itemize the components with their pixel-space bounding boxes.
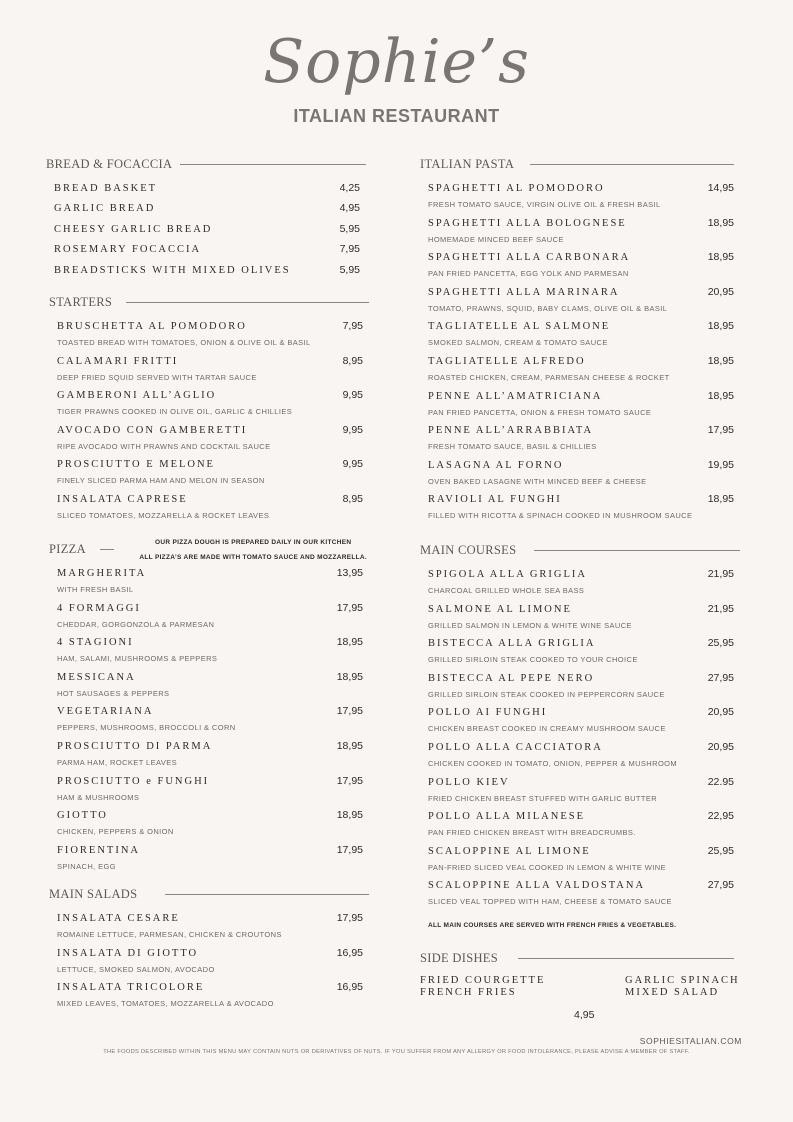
section-title: MAIN SALADS: [49, 886, 138, 901]
section-header: [49, 886, 369, 902]
menu-item-description: GRILLED SALMON IN LEMON & WHITE WINE SAUCE: [428, 620, 632, 630]
menu-item: [57, 809, 369, 844]
section-starters: [49, 294, 369, 528]
menu-item-description: PAN FRIED PANCETTA, ONION & FRESH TOMATO SAUCE: [428, 407, 652, 417]
menu-item-price: 18,95: [707, 389, 734, 402]
menu-item-price: 5,95: [339, 222, 360, 235]
pasta-list: [420, 182, 740, 528]
menu-item-description: GRILLED SIRLOIN STEAK COOKED TO YOUR CHOICE: [428, 655, 638, 665]
menu-item-name: TAGLIATELLE AL SALMONE: [428, 321, 611, 333]
sides-list-left: [420, 975, 545, 999]
side-item: GARLIC SPINACH: [625, 975, 740, 986]
menu-item-description: SLICED VEAL TOPPED WITH HAM, CHEESE & TOMATO SAUCE: [428, 897, 672, 907]
menu-item-name: POLLO ALLA CACCIATORA: [428, 741, 603, 753]
menu-item-price: 17,95: [336, 601, 363, 614]
section-sides: [420, 950, 740, 1021]
menu-item-name: PENNE ALL’AMATRICIANA: [428, 390, 603, 402]
menu-item-name: BISTECCA ALLA GRIGLIA: [428, 638, 596, 650]
menu-item-price: 17,95: [336, 843, 363, 856]
menu-item: [54, 223, 366, 243]
menu-item-price: 5,95: [339, 263, 360, 276]
menu-item-price: 18,95: [707, 216, 734, 229]
menu-item: [428, 320, 740, 355]
menu-item-description: HOT SAUSAGES & PEPPERS: [57, 688, 170, 698]
section-header: [46, 156, 366, 172]
section-bread: [46, 156, 366, 284]
menu-item-name: GAMBERONI ALL’AGLIO: [57, 390, 217, 402]
menu-item: [428, 286, 740, 321]
menu-item: [57, 775, 369, 810]
menu-item-description: ROMAINE LETTUCE, PARMESAN, CHICKEN & CROUTONS: [57, 930, 282, 939]
menu-item-price: 8,95: [342, 354, 363, 367]
section-pasta: [420, 156, 740, 528]
menu-item: [428, 776, 740, 811]
menu-item: [428, 390, 740, 425]
menu-header: [0, 22, 793, 127]
menu-item-description: SPINACH, EGG: [57, 861, 116, 871]
menu-item-description: FRESH TOMATO SAUCE, BASIL & CHILLIES: [428, 442, 597, 452]
menu-item-description: FILLED WITH RICOTTA & SPINACH COOKED IN MUSHROOM SAUCE: [428, 511, 693, 521]
menu-item-name: PROSCIUTTO DI PARMA: [57, 740, 213, 752]
menu-item-price: 18,95: [707, 493, 734, 506]
section-title: MAIN COURSES: [420, 542, 517, 557]
menu-item-name: SPAGHETTI ALLA MARINARA: [428, 286, 620, 298]
menu-item-description: TOMATO, PRAWNS, SQUID, BABY CLAMS, OLIVE OIL & BASIL: [428, 303, 668, 313]
section-divider: [518, 958, 734, 959]
menu-item-price: 27,95: [707, 671, 734, 684]
section-header: [420, 950, 740, 966]
menu-item: [57, 493, 369, 528]
section-salads: [49, 886, 369, 1016]
menu-item-price: 18,95: [707, 320, 734, 333]
menu-item-name: LASAGNA AL FORNO: [428, 459, 564, 471]
menu-item-price: 20,95: [707, 740, 734, 753]
menu-item-price: 9,95: [342, 423, 363, 436]
menu-item: [57, 947, 369, 982]
menu-item: [428, 182, 740, 217]
menu-item-price: 17,95: [336, 912, 363, 924]
menu-item: [57, 320, 369, 355]
starters-list: [49, 320, 369, 528]
menu-item-name: CALAMARI FRITTI: [57, 355, 179, 367]
menu-item-name: BRUSCHETTA AL POMODORO: [57, 321, 247, 332]
menu-item-price: 4,25: [339, 182, 360, 194]
menu-item-name: INSALATA CAPRESE: [57, 493, 188, 505]
menu-item-name: PENNE ALL’ARRABBIATA: [428, 425, 594, 437]
menu-item: [428, 603, 740, 638]
menu-item-description: PARMA HAM, ROCKET LEAVES: [57, 757, 178, 767]
menu-item-price: 18,95: [336, 809, 363, 822]
menu-item-price: 19,95: [707, 458, 734, 471]
menu-item: [57, 636, 369, 671]
website-link[interactable]: SOPHIESITALIAN.COM: [639, 1036, 742, 1046]
section-mains: [420, 542, 740, 929]
menu-item: [54, 243, 366, 263]
menu-item-description: HAM, SALAMI, MUSHROOMS & PEPPERS: [57, 654, 218, 664]
menu-item: [428, 355, 740, 390]
menu-item-price: 16,95: [336, 946, 363, 959]
menu-item: [428, 217, 740, 252]
menu-item: [57, 389, 369, 424]
restaurant-subtitle: ITALIAN RESTAURANT: [293, 106, 500, 126]
menu-item-name: BISTECCA AL PEPE NERO: [428, 672, 595, 684]
menu-item: [428, 251, 740, 286]
menu-item-name: VEGETARIANA: [57, 706, 154, 718]
menu-item-description: MIXED LEAVES, TOMATOES, MOZZARELLA & AVOCADO: [57, 999, 274, 1009]
menu-item-name: GARLIC BREAD: [54, 203, 156, 215]
menu-item-price: 20,95: [707, 706, 734, 719]
section-title: STARTERS: [49, 294, 113, 309]
menu-item-price: 13,95: [336, 567, 363, 579]
menu-item-name: POLLO ALLA MILANESE: [428, 811, 585, 823]
menu-item-description: HOMEMADE MINCED BEEF SAUCE: [428, 234, 564, 244]
section-title: BREAD & FOCACCIA: [46, 156, 173, 171]
menu-item-price: 7,95: [339, 243, 360, 256]
menu-item-price: 22.95: [707, 775, 734, 788]
pizza-note-line-1: OUR PIZZA DOUGH IS PREPARED DAILY IN OUR KITCHEN: [155, 539, 352, 546]
section-title: PIZZA: [49, 541, 86, 556]
salads-list: [49, 912, 369, 1016]
menu-item-price: 14,95: [707, 182, 734, 194]
menu-item-name: POLLO AI FUNGHI: [428, 707, 548, 719]
bread-list: [46, 182, 366, 284]
menu-item: [57, 844, 369, 879]
menu-item: [428, 879, 740, 914]
restaurant-logo: Sophie’s: [263, 27, 530, 97]
menu-item-name: AVOCADO CON GAMBERETTI: [57, 424, 248, 436]
menu-item-price: 18,95: [336, 739, 363, 752]
menu-item-description: CHEDDAR, GORGONZOLA & PARMESAN: [57, 619, 215, 629]
menu-item-name: SPAGHETTI AL POMODORO: [428, 183, 605, 194]
menu-item-description: PAN-FRIED SLICED VEAL COOKED IN LEMON & WHITE WINE: [428, 862, 666, 872]
menu-item-name: SPAGHETTI ALLA BOLOGNESE: [428, 217, 627, 229]
menu-item: [54, 202, 366, 222]
menu-item-description: GRILLED SIRLOIN STEAK COOKED IN PEPPERCORN SAUCE: [428, 689, 665, 699]
menu-item: [428, 672, 740, 707]
menu-item-price: 17,95: [336, 774, 363, 787]
menu-item-price: 17,95: [336, 705, 363, 718]
menu-item-name: INSALATA TRICOLORE: [57, 982, 205, 994]
pizza-list: [49, 567, 369, 878]
menu-item-name: PROSCIUTTO E MELONE: [57, 459, 215, 471]
menu-item-name: FIORENTINA: [57, 844, 140, 856]
section-header: [420, 542, 740, 558]
menu-item-name: SPIGOLA ALLA GRIGLIA: [428, 569, 588, 580]
menu-item: [428, 845, 740, 880]
menu-item-price: 21,95: [707, 602, 734, 615]
menu-item-description: SMOKED SALMON, CREAM & TOMATO SAUCE: [428, 338, 608, 348]
menu-item-name: SCALOPPINE AL LIMONE: [428, 845, 591, 857]
section-divider: [180, 164, 366, 165]
menu-item-name: 4 FORMAGGI: [57, 602, 141, 614]
menu-item-price: 17,95: [707, 424, 734, 437]
menu-item: [428, 741, 740, 776]
menu-item-name: GIOTTO: [57, 810, 108, 822]
menu-item: [428, 637, 740, 672]
menu-item: [57, 705, 369, 740]
menu-item-name: ROSEMARY FOCACCIA: [54, 244, 202, 256]
section-divider: [165, 894, 369, 895]
menu-item-name: SPAGHETTI ALLA CARBONARA: [428, 252, 631, 264]
menu-item-description: RIPE AVOCADO WITH PRAWNS AND COCKTAIL SAUCE: [57, 441, 271, 451]
menu-item-price: 18,95: [336, 636, 363, 649]
menu-item-description: CHICKEN BREAST COOKED IN CREAMY MUSHROOM SAUCE: [428, 724, 666, 734]
menu-item-name: POLLO KIEV: [428, 776, 510, 788]
menu-item-description: TIGER PRAWNS COOKED IN OLIVE OIL, GARLIC & CHILLIES: [57, 407, 293, 417]
section-header: [49, 294, 369, 310]
menu-item-description: PAN FRIED CHICKEN BREAST WITH BREADCRUMBS.: [428, 828, 636, 838]
menu-item-description: LETTUCE, SMOKED SALMON, AVOCADO: [57, 964, 215, 974]
mains-list: [420, 568, 740, 914]
menu-item-description: SLICED TOMATOES, MOZZARELLA & ROCKET LEAVES: [57, 510, 270, 520]
pizza-note-line-2: ALL PIZZA’S ARE MADE WITH TOMATO SAUCE AND MOZZARELLA.: [139, 554, 367, 561]
menu-item-description: PEPPERS, MUSHROOMS, BROCCOLI & CORN: [57, 723, 236, 733]
menu-item-name: INSALATA DI GIOTTO: [57, 947, 199, 959]
side-item: FRENCH FRIES: [420, 987, 517, 998]
menu-item-price: 27,95: [707, 879, 734, 892]
menu-item-price: 25,95: [707, 844, 734, 857]
menu-item-description: TOASTED BREAD WITH TOMATOES, ONION & OLIVE OIL & BASIL: [57, 338, 311, 347]
menu-item-name: MARGHERITA: [57, 568, 147, 579]
menu-item-name: INSALATA CESARE: [57, 913, 180, 924]
section-header: [420, 156, 740, 172]
menu-item-name: SALMONE AL LIMONE: [428, 603, 572, 615]
menu-item: [57, 740, 369, 775]
menu-item-name: PROSCIUTTO e FUNGHI: [57, 775, 210, 787]
menu-item-description: FRESH TOMATO SAUCE, VIRGIN OLIVE OIL & FRESH BASIL: [428, 200, 661, 209]
menu-item-name: BREADSTICKS WITH MIXED OLIVES: [54, 264, 291, 276]
menu-item: [428, 459, 740, 494]
menu-item-price: 22,95: [707, 810, 734, 823]
menu-item: [57, 981, 369, 1016]
menu-item-price: 4,95: [339, 202, 360, 215]
menu-item: [54, 264, 366, 284]
menu-item: [57, 671, 369, 706]
menu-item-description: OVEN BAKED LASAGNE WITH MINCED BEEF & CHEESE: [428, 476, 647, 486]
menu-item: [57, 424, 369, 459]
menu-item-description: ROASTED CHICKEN, CREAM, PARMESAN CHEESE & ROCKET: [428, 372, 670, 382]
menu-item-description: FINELY SLICED PARMA HAM AND MELON IN SEASON: [57, 476, 265, 486]
menu-item-price: 16,95: [336, 981, 363, 994]
menu-item: [428, 424, 740, 459]
menu-item-description: WITH FRESH BASIL: [57, 585, 134, 594]
menu-item: [57, 912, 369, 947]
side-item: MIXED SALAD: [625, 987, 720, 998]
menu-item-price: 21,95: [707, 568, 734, 580]
menu-item: [57, 602, 369, 637]
menu-item-description: CHICKEN COOKED IN TOMATO, ONION, PEPPER & MUSHROOM: [428, 758, 678, 768]
section-divider: [126, 302, 369, 303]
menu-item-price: 7,95: [342, 320, 363, 332]
mains-note: ALL MAIN COURSES ARE SERVED WITH FRENCH FRIES & VEGETABLES.: [428, 922, 677, 929]
menu-item-description: DEEP FRIED SQUID SERVED WITH TARTAR SAUCE: [57, 372, 257, 382]
menu-item-description: CHICKEN, PEPPERS & ONION: [57, 827, 174, 837]
menu-item-name: MESSICANA: [57, 671, 136, 683]
menu-item-price: 18,95: [336, 670, 363, 683]
pizza-note: [139, 535, 367, 565]
section-divider: [530, 164, 734, 165]
section-title: ITALIAN PASTA: [420, 156, 515, 171]
menu-item-name: SCALOPPINE ALLA VALDOSTANA: [428, 880, 646, 892]
menu-item-description: PAN FRIED PANCETTA, EGG YOLK AND PARMESAN: [428, 269, 629, 279]
menu-item-name: 4 STAGIONI: [57, 637, 134, 649]
menu-item-price: 20,95: [707, 285, 734, 298]
sides-list-right: [625, 975, 740, 999]
menu-item-price: 18,95: [707, 354, 734, 367]
section-title: SIDE DISHES: [420, 950, 498, 965]
menu-item: [57, 567, 369, 602]
menu-item-name: CHEESY GARLIC BREAD: [54, 223, 213, 235]
menu-item: [57, 355, 369, 390]
menu-item: [54, 182, 366, 202]
menu-item: [428, 810, 740, 845]
menu-item-description: FRIED CHICKEN BREAST STUFFED WITH GARLIC BUTTER: [428, 793, 658, 803]
menu-item-description: CHARCOAL GRILLED WHOLE SEA BASS: [428, 586, 585, 595]
menu-item-price: 9,95: [342, 458, 363, 471]
menu-item-price: 9,95: [342, 389, 363, 402]
menu-item-name: RAVIOLI AL FUNGHI: [428, 494, 562, 506]
menu-item: [428, 706, 740, 741]
menu-item: [428, 493, 740, 528]
side-item: FRIED COURGETTE: [420, 975, 546, 986]
allergy-disclaimer: THE FOODS DESCRIBED WITHIN THIS MENU MAY CONTAIN NUTS OR DERIVATIVES OF NUTS. IF YOU SUFFER FROM ANY ALLERGY OR FOOD INTOLERANCE, PLEASE ADVISE A MEMBER OF STAFF.: [103, 1049, 690, 1055]
menu-item-description: HAM & MUSHROOMS: [57, 792, 140, 802]
menu-item: [428, 568, 740, 603]
section-divider: [100, 549, 114, 550]
menu-item-name: BREAD BASKET: [54, 183, 158, 194]
sides-price: 4,95: [574, 1009, 595, 1021]
section-divider: [534, 550, 740, 551]
menu-item-price: 18,95: [707, 251, 734, 264]
section-pizza: [49, 541, 369, 878]
menu-item-price: 25,95: [707, 637, 734, 650]
menu-item-name: TAGLIATELLE ALFREDO: [428, 355, 586, 367]
menu-item: [57, 458, 369, 493]
menu-item-price: 8,95: [342, 492, 363, 505]
